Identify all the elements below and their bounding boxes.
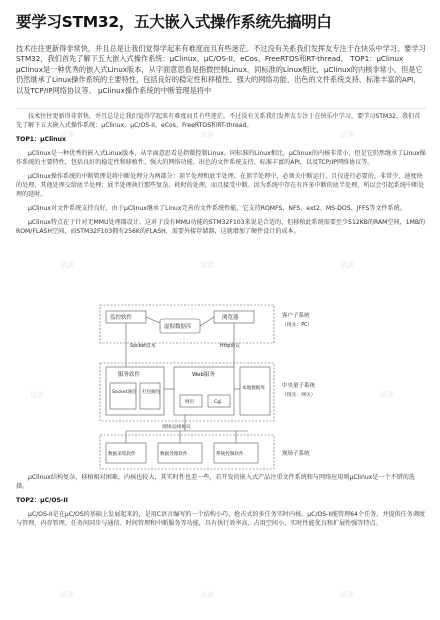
diagram-proc-label: 数据处理软件 [160, 452, 188, 457]
diagram-central-label: 中央量子系统 [282, 383, 316, 389]
diagram-localdb-label: 本地数据库 [242, 386, 265, 391]
watermark: 试读 [60, 261, 74, 269]
paragraph-6: μC/OS-II是在μC/OS的基础上发展起来的，是用C语言编写的一个结构小巧、抢占式的多任务实时内核。μC/OS-II能管理64个任务，并提供任务调度与管理、内存管理、任务间同步与通信、时间管理和中断服务等功能，具有执行效率高、占用空间小、实时性能优良和扩展性强等特点。 [16, 511, 426, 527]
paragraph-3: μClinux对文件系统支持良好，由于μClinux继承了Linux完善的文件系统性能，它支持ROMFS、NFS、ext2、MS-DOS、JFFS等文件系统。 [28, 205, 406, 212]
diagram-page-label: 网页 [185, 400, 195, 405]
heading-top1: TOP1：μClinux [16, 136, 66, 143]
diagram-vdb-label: 虚拟数据库 [164, 324, 192, 330]
diagram-client-sub-label: （现实：PC） [282, 323, 313, 328]
watermark: 试读 [340, 131, 354, 139]
architecture-diagram [88, 301, 356, 472]
diagram-central-sub-label: （现实：网关） [282, 393, 316, 398]
diagram-pack-label: 打包解包 [142, 390, 161, 395]
watermark: 试读 [200, 131, 214, 139]
diagram-socket-tech-label: Socket技术 [130, 344, 156, 349]
diagram-acq-label: 数据采集软件 [108, 452, 136, 457]
summary-text: 技术往往更新得非常快，并且总是让我们觉得学起来有难度而且有些迷茫。不过没有关系我们发挥友专注于在快乐中学习，要学习STM32，我们首先了解下五大嵌入式操作系统：μClinux、μC/OS-II、eCos、FreeRTOS和RT-thread。 TOP1：μClinux μClinux是一种优秀的嵌入式Linux版本，从字面意思看是指微控制Linux。同标准的Linux相比，μClinux的内核非常小，但是它仍然继承了Linux操作系统的主要特性，包括良好的稳定性和移植性、强大的网络功能、出色的文件系统支持、标准丰富的API，以及TCP/IP网络协议等。 μClinux操作系统的中断管理是将中 [16, 44, 426, 95]
paragraph-4: μClinux特点在于针对无MMU处理器设计，这对于没有MMU功能的STM32F103来说是合适的，但移植此系统需要至少512KB的RAM空间，1MB的ROM/FLASH空间，而STM32F103拥有256K的FLASH，需要外接存储器，这就增加了硬件设计的成本。 [16, 219, 426, 235]
watermark: 试读 [340, 591, 354, 599]
diagram-client-label: 客户子系统 [282, 313, 310, 319]
paragraph-2: μClinux操作系统的中断管理是将中断处理分为两部分：顶半处理和底半处理。在顶半处理中，必须关中断运行，且仅进行必要的、非常少、速度快的处理，其他处理交给底半处理；底半处理执行那些复杂、耗时的处理，而且接受中断。因为系统中存在有许多中断的底半处理，所以会引起系统中断处理的延时。 [16, 173, 425, 198]
diagram-service-label: 服务软件 [118, 372, 141, 378]
watermark: 试读 [60, 131, 74, 139]
diagram-field-label: 现场子系统 [282, 451, 310, 457]
diagram-cgi-label: Cgi [214, 400, 222, 405]
watermark: 试读 [340, 261, 354, 269]
article-body-continued [16, 473, 426, 533]
watermark: 试读 [60, 591, 74, 599]
diagram-bus-label: 现场总线协议 [162, 425, 191, 430]
heading-top2: TOP2：μC/OS-II [16, 497, 68, 504]
watermark: 试读 [200, 261, 214, 269]
diagram-browser-label: 浏览器 [222, 315, 239, 321]
diagram-http-label: Http协议 [220, 344, 241, 349]
paragraph-intro: 技术往往更新得非常快，并且总是让我们觉得学起来有难度而且有些迷茫。不过没有关系我们发挥友专注于在快乐中学习，要学习STM32，我们首先了解下五大嵌入式操作系统：μClinux、μC/OS-II、eCos、FreeRTOS和RT-thread。 [16, 113, 421, 129]
page-title: 要学习STM32，五大嵌入式操作系统先搞明白 [16, 13, 332, 31]
diagram-web-label: Web服务 [192, 372, 215, 378]
diagram-monitor-label: 监控软件 [110, 315, 133, 321]
watermark: 试读 [380, 391, 394, 399]
watermark: 试读 [30, 391, 44, 399]
diagram-ctrl-label: 系统控制软件 [216, 452, 244, 457]
watermark: 试读 [200, 591, 214, 599]
diagram-socket-comm-label: Socket通信 [112, 390, 137, 395]
divider [16, 108, 426, 109]
paragraph-5: μClinux结构复杂，移植相对困难，内核也较大，其实时性也差一些，若开发的嵌入式产品注重文件系统和与网络应用则μClinux是一个不错的选择。 [16, 474, 415, 490]
paragraph-1: μClinux是一种优秀的嵌入式Linux版本，从字面意思看是指微控制Linux。同标准的Linux相比，μClinux的内核非常小，但是它仍然继承了Linux操作系统的主要特性，包括良好的稳定性和移植性、强大的网络功能、出色的文件系统支持、标准丰富的API，以及TCP/IP网络协议等。 [16, 150, 426, 166]
